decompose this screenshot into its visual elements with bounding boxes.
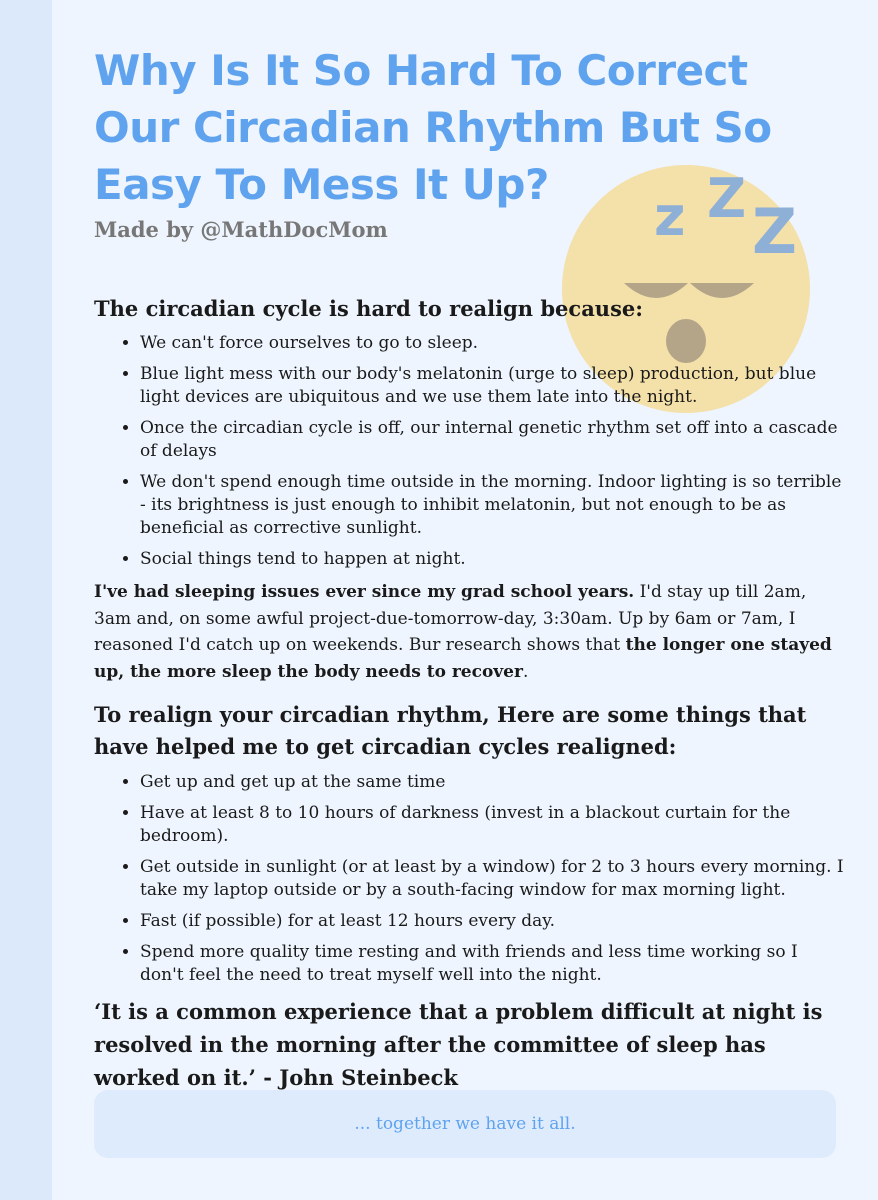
list-item: • Spend more quality time resting and with friends and less time working so I don't feel the need to treat myself well into the night. bbox=[140, 941, 844, 987]
list-item: • Once the circadian cycle is off, our internal genetic rhythm set off into a cascade of delays bbox=[140, 417, 844, 463]
svg-text:Z: Z bbox=[707, 167, 747, 230]
list-item: • We can't force ourselves to go to sleep. bbox=[140, 332, 844, 355]
list-item: • Get outside in sunlight (or at least by a window) for 2 to 3 hours every morning. I take my laptop outside or by a south-facing window for max morning light. bbox=[140, 856, 844, 902]
section2-list bbox=[94, 771, 844, 987]
list-item: • Fast (if possible) for at least 12 hours every day. bbox=[140, 910, 844, 933]
section2-heading: To realign your circadian rhythm, Here are some things that have helped me to get circadian cycles realigned: bbox=[94, 702, 807, 759]
article bbox=[94, 42, 844, 1094]
list-item: • We don't spend enough time outside in the morning. Indoor lighting is so terrible - its brightness is just enough to inhibit melatonin, but not enough to be as beneficial as corrective sunlight. bbox=[140, 471, 844, 540]
list-item: • Social things tend to happen at night. bbox=[140, 548, 844, 571]
story-text: I'd stay up till 2am, 3am and, on some awful project-due-tomorrow-day, 3:30am. Up by 6am or 7am, I reasoned I'd catch up on weekends. Bur research shows that bbox=[94, 582, 807, 655]
story-paragraph bbox=[94, 579, 844, 685]
story-bold-intro: I've had sleeping issues ever since my grad school years. bbox=[94, 582, 635, 602]
steinbeck-quote: ‘It is a common experience that a problem difficult at night is resolved in the morning after the committee of sleep has worked on it.’ - John Steinbeck bbox=[94, 999, 823, 1090]
page-title: Why Is It So Hard To Correct Our Circadian Rhythm But So Easy To Mess It Up? bbox=[94, 46, 772, 209]
list-item: • Blue light mess with our body's melatonin (urge to sleep) production, but blue light devices are ubiquitous and we use them late into the night. bbox=[140, 363, 844, 409]
author-byline: Made by @MathDocMom bbox=[94, 217, 388, 242]
section1-list bbox=[94, 332, 844, 571]
section1-heading: The circadian cycle is hard to realign because: bbox=[94, 296, 644, 321]
story-bold-conclusion: the longer one stayed up, the more sleep the body needs to recover bbox=[94, 635, 832, 682]
list-item: • Get up and get up at the same time bbox=[140, 771, 844, 794]
footer-banner bbox=[94, 1090, 836, 1158]
left-margin-strip bbox=[0, 0, 52, 1200]
svg-text:z: z bbox=[654, 185, 686, 248]
list-item: • Have at least 8 to 10 hours of darkness (invest in a blackout curtain for the bedroom). bbox=[140, 802, 844, 848]
story-period: . bbox=[522, 661, 529, 682]
footer-tagline: ... together we have it all. bbox=[354, 1114, 576, 1134]
svg-text:Z: Z bbox=[752, 195, 797, 268]
